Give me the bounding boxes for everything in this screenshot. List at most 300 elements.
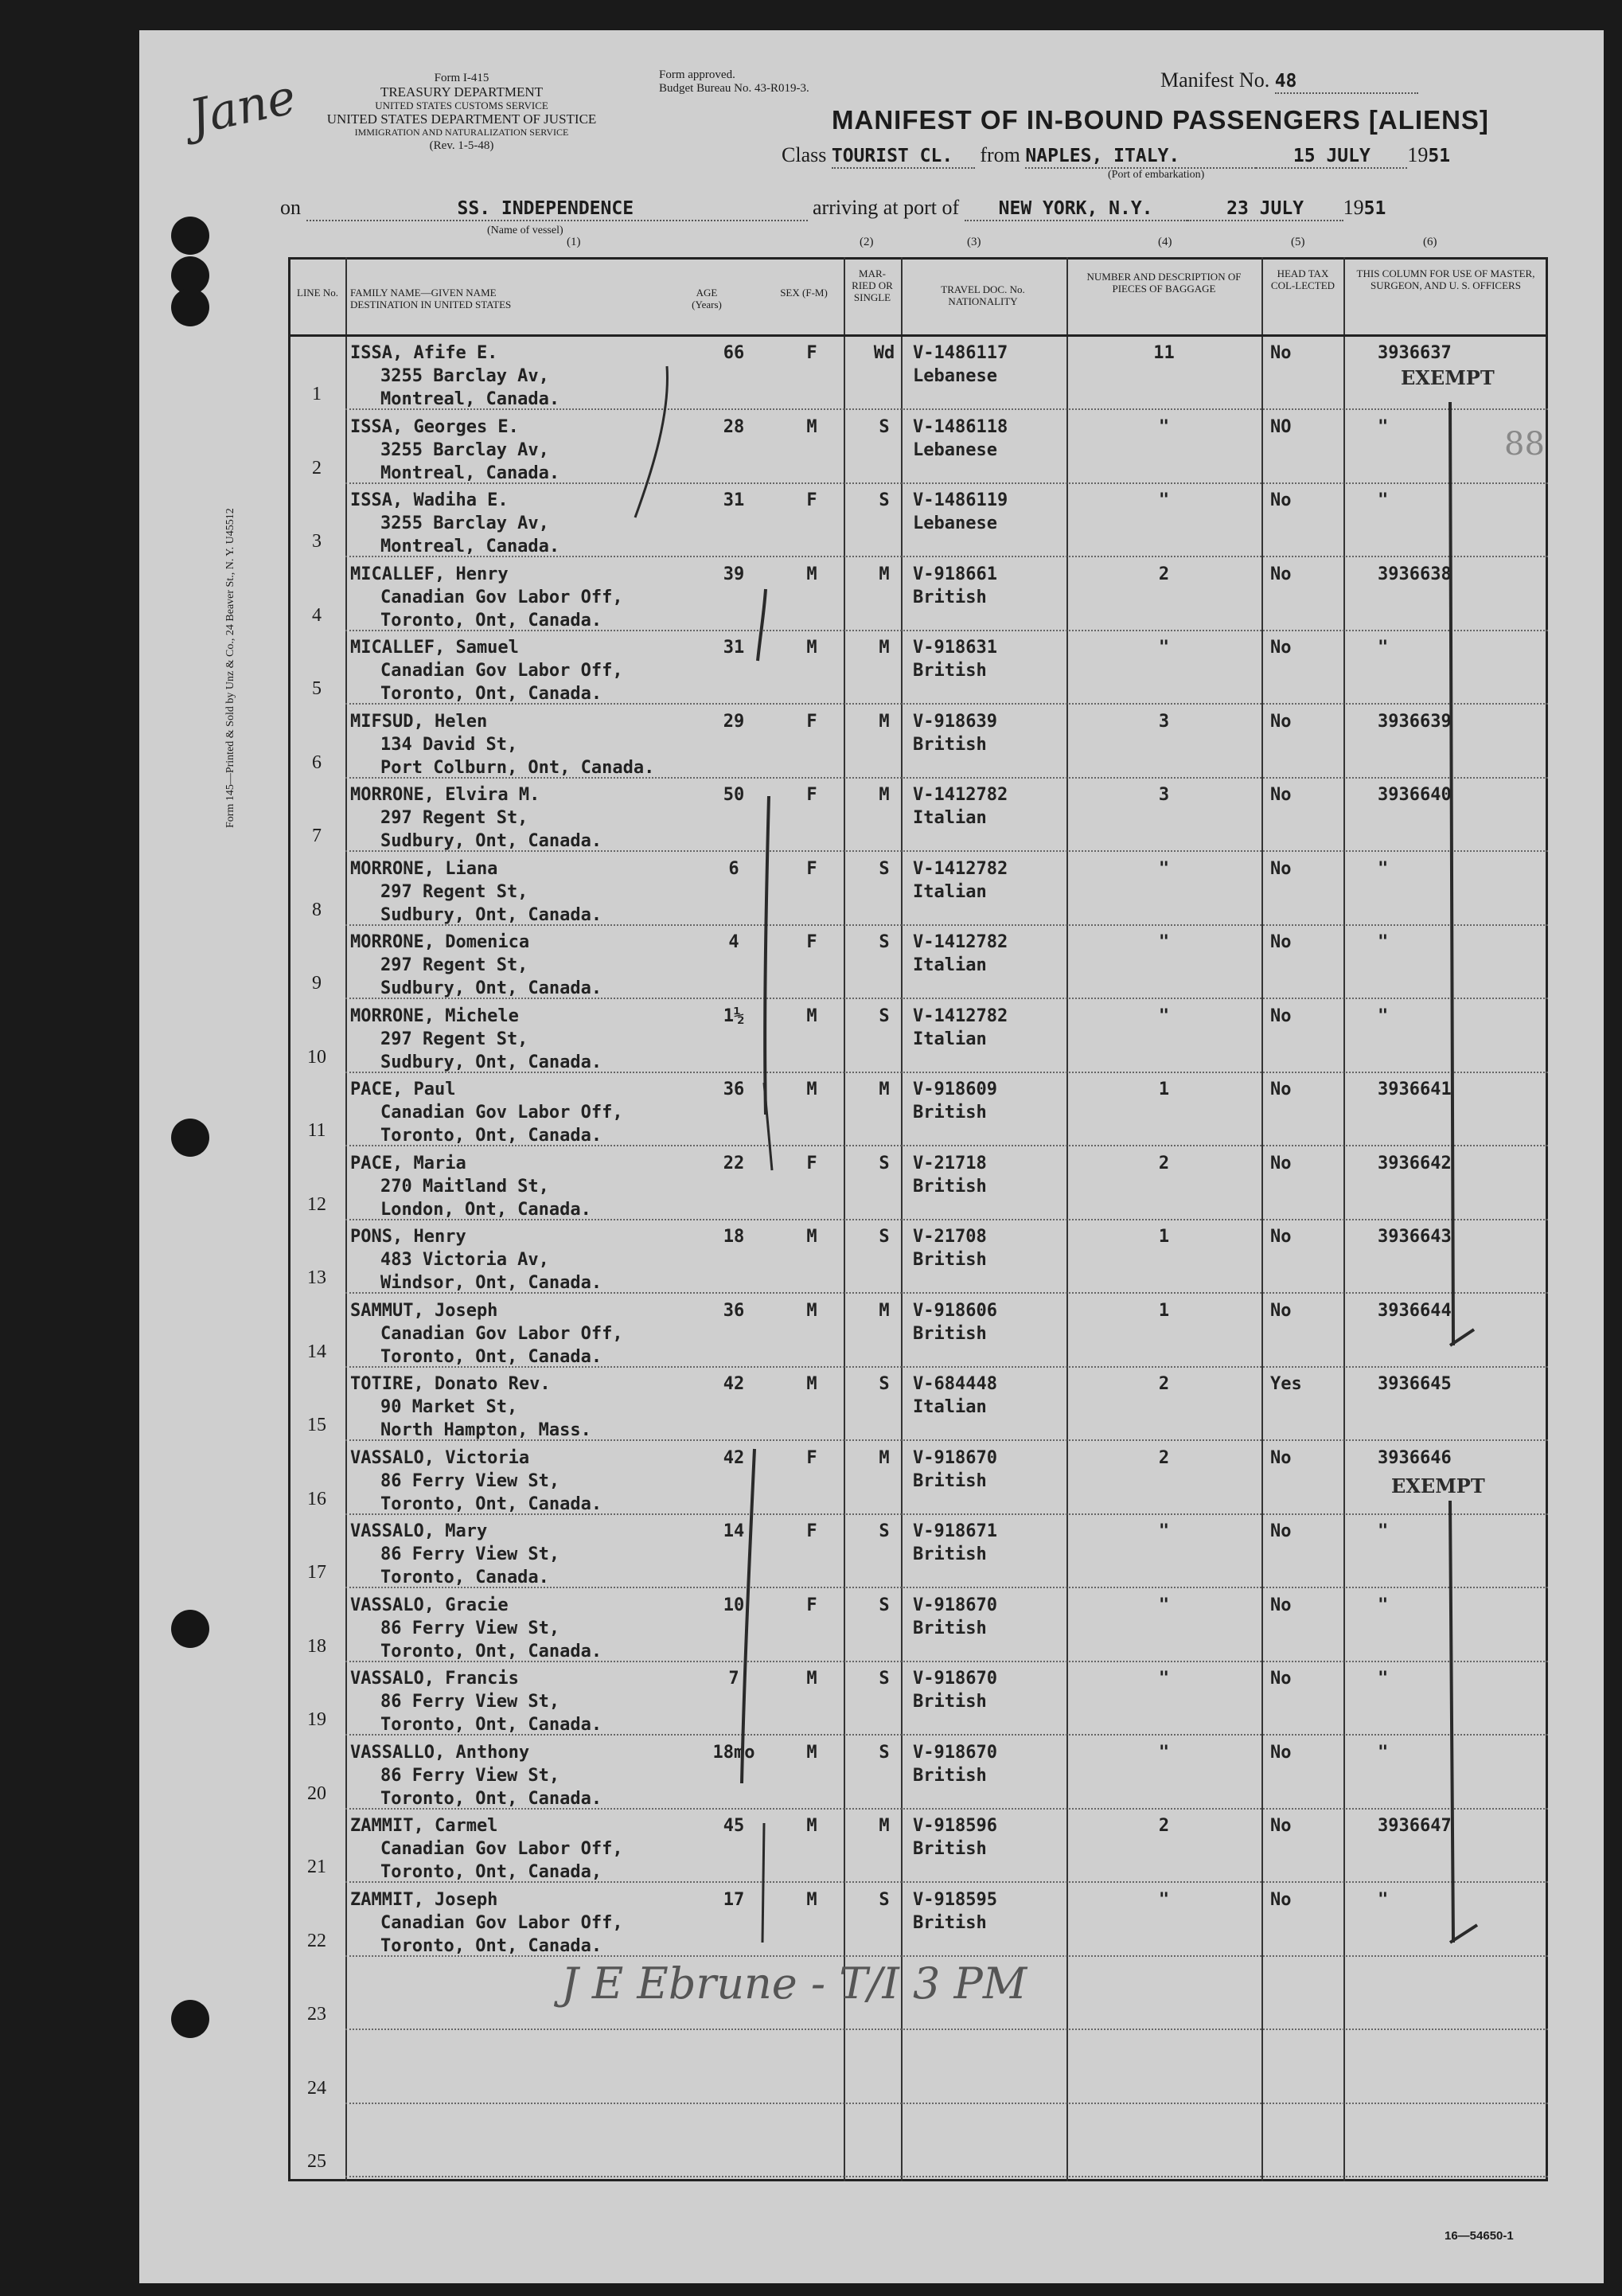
arrival-year: 51 [1363,198,1386,219]
column-number: (6) [1423,236,1437,248]
age: 45 [723,1816,745,1836]
officer-number: " [1378,1669,1389,1689]
passenger-name-cell [350,342,560,411]
passenger-name: MORRONE, Domenica [350,932,530,952]
baggage-count: " [1158,638,1170,658]
head-tax: No [1270,1816,1292,1836]
destination-street: 86 Ferry View St, [380,1618,560,1638]
passenger-name: VASSALO, Francis [350,1669,519,1689]
officer-signature: J E Ebrune - T/I 3 PM [561,1958,1027,2009]
line-number: 9 [312,973,322,994]
destination-city: Sudbury, Ont, Canada. [380,904,602,925]
manifest-number: 48 [1274,71,1297,92]
destination-city: Sudbury, Ont, Canada. [380,1052,602,1072]
travel-doc-number: V-918670 [913,1669,997,1689]
table-row [288,779,1548,852]
travel-doc-cell [913,1005,1008,1051]
baggage-count: " [1158,490,1170,510]
travel-doc-cell [913,563,997,609]
destination-street: 3255 Barclay Av, [380,366,549,386]
passenger-name: MICALLEF, Samuel [350,638,519,658]
head-tax: Yes [1270,1374,1302,1394]
travel-doc-number: V-1486118 [913,416,1008,437]
nationality: British [913,661,987,681]
binder-hole [171,288,209,326]
column-number: (5) [1291,236,1305,248]
officer-number: " [1378,490,1389,510]
destination-city: Toronto, Ont, Canada. [380,1715,602,1735]
arriving-label: arriving at port of [813,196,960,219]
sex: M [806,1227,817,1247]
embark-date: 15 JULY [1293,146,1371,166]
marital-status: S [879,1742,890,1763]
table-row [288,1515,1548,1588]
row-rule [345,2176,1548,2177]
age: 6 [728,858,739,879]
passenger-name-cell [350,489,560,558]
nationality: Lebanese [913,439,997,460]
margin-number: 88 [1504,426,1545,463]
col-head-age: AGE (Years) [692,287,722,310]
travel-doc-number: V-918670 [913,1742,997,1763]
marital-status: S [879,490,890,510]
sex: M [806,1005,817,1026]
line-number: 7 [312,826,322,846]
officer-number: " [1378,416,1389,437]
nationality: British [913,1250,987,1270]
officer-number: " [1378,1595,1389,1615]
passenger-name: ISSA, Wadiha E. [350,490,509,510]
binder-hole [171,1610,209,1648]
age: 50 [723,785,745,805]
marital-status: S [879,1227,890,1247]
destination-city: Port Colburn, Ont, Canada. [380,757,655,778]
destination-street: 86 Ferry View St, [380,1765,560,1786]
destination-street: Canadian Gov Labor Off, [380,1103,623,1123]
passenger-name-cell [350,783,602,853]
head-tax: No [1270,785,1292,805]
printer-imprint: Form 145—Printed & Sold by Unz & Co., 24 Beaver St., N. Y. U45512 [224,508,236,828]
destination-city: Toronto, Ont, Canada. [380,1641,602,1661]
sex: F [806,1447,817,1468]
passenger-name-cell [350,1225,602,1294]
age: 10 [723,1595,745,1615]
immigration-service: IMMIGRATION AND NATURALIZATION SERVICE [354,127,569,138]
passenger-name: MIFSUD, Helen [350,711,488,732]
line-number: 19 [307,1709,326,1730]
marital-status: M [879,785,890,805]
head-tax: No [1270,1005,1292,1026]
destination-city: Toronto, Ont, Canada, [380,1862,602,1882]
manifest-label: Manifest No. [1160,68,1270,92]
embark-year: 51 [1428,146,1451,166]
travel-doc-cell [913,1667,997,1713]
age: 29 [723,711,745,732]
manifest-number-line [1160,68,1418,94]
passenger-name-cell [350,1078,623,1147]
head-tax: No [1270,564,1292,584]
travel-doc-cell [913,1594,997,1640]
age: 42 [723,1447,745,1468]
sex: F [806,490,817,510]
destination-street: Canadian Gov Labor Off, [380,661,623,681]
passenger-name-cell [350,1005,602,1074]
marital-status: M [879,711,890,732]
destination-city: Toronto, Canada. [380,1568,549,1587]
vessel-line [280,196,1386,221]
nationality: British [913,1544,987,1564]
age: 28 [723,416,745,437]
sex: M [806,1889,817,1910]
line-number: 20 [307,1783,326,1804]
destination-city: Toronto, Ont, Canada. [380,1788,602,1809]
nationality: Italian [913,955,987,975]
destination-street: Canadian Gov Labor Off, [380,1839,623,1859]
age: 14 [723,1521,745,1541]
baggage-count: 1 [1158,1300,1170,1321]
passenger-name: TOTIRE, Donato Rev. [350,1374,551,1394]
table-row [288,484,1548,557]
officer-number: 3936646 [1378,1447,1452,1468]
nationality: Italian [913,808,987,828]
table-row [288,1294,1548,1368]
approval-block [659,68,809,96]
passenger-name: ISSA, Georges E. [350,416,519,437]
travel-doc-cell [913,1814,997,1861]
passenger-name-cell [350,1152,591,1221]
officer-number: 3936644 [1378,1300,1452,1321]
officer-number: 3936647 [1378,1816,1452,1836]
age: 39 [723,564,745,584]
destination-city: Montreal, Canada. [380,389,560,409]
destination-street: 297 Regent St, [380,881,528,902]
officer-number: " [1378,638,1389,658]
officer-number: 3936639 [1378,711,1452,732]
column-number: (2) [860,236,874,248]
marital-status: S [879,1889,890,1910]
table-row [288,705,1548,779]
destination-city: Sudbury, Ont, Canada. [380,978,602,998]
revision-date: (Rev. 1-5-48) [429,139,494,152]
travel-doc-cell [913,710,997,756]
binder-hole [171,217,209,255]
destination-city: North Hampton, Mass. [380,1420,591,1440]
nationality: British [913,1912,987,1933]
passenger-name-cell [350,1667,602,1736]
marital-status: S [879,1521,890,1541]
destination-city: Sudbury, Ont, Canada. [380,831,602,851]
line-number: 6 [312,752,322,773]
passenger-name: VASSALLO, Anthony [350,1742,530,1763]
travel-doc-cell [913,1299,997,1345]
baggage-count: 3 [1158,711,1170,732]
passenger-name: MORRONE, Michele [350,1005,519,1026]
travel-doc-cell [913,1373,997,1419]
sex: F [806,1521,817,1541]
line-number: 1 [312,384,322,404]
baggage-count: 2 [1158,1816,1170,1836]
col-head-officers: THIS COLUMN FOR USE OF MASTER, SURGEON, AND U. S. OFFICERS [1356,267,1535,291]
sex: M [806,1300,817,1321]
table-row [288,1220,1548,1294]
destination-street: 3255 Barclay Av, [380,439,549,460]
class-label: Class [782,143,827,166]
baggage-count: " [1158,1669,1170,1689]
form-number: Form I-415 [434,72,489,84]
travel-doc-number: V-918595 [913,1889,997,1910]
baggage-count: 2 [1158,1447,1170,1468]
destination-city: Toronto, Ont, Canada. [380,1126,602,1146]
passenger-name-cell [350,710,654,779]
table-row [288,1368,1548,1441]
passenger-name-cell [350,1299,623,1369]
destination-street: 134 David St, [380,734,518,755]
head-tax: No [1270,1889,1292,1910]
table-row [288,337,1548,410]
line-number: 8 [312,899,322,920]
destination-street: Canadian Gov Labor Off, [380,1323,623,1344]
officer-number: 3936640 [1378,785,1452,805]
age: 7 [728,1669,739,1689]
travel-doc-cell [913,1520,997,1566]
passenger-name-cell [350,416,560,485]
travel-doc-cell [913,489,1008,535]
line-number: 4 [312,604,322,626]
passenger-name: MORRONE, Liana [350,858,498,879]
travel-doc-cell [913,1741,997,1787]
passenger-name-cell [350,1373,591,1442]
col-head-name [350,287,557,310]
baggage-count: 11 [1153,343,1175,363]
year-prefix: 19 [1407,143,1429,166]
line-number: 18 [307,1635,326,1657]
officer-number: 3936643 [1378,1227,1452,1247]
passenger-name-cell [350,1741,602,1810]
passenger-name: VASSALO, Victoria [350,1447,530,1468]
baggage-count: 3 [1158,785,1170,805]
nationality: British [913,1176,987,1197]
sex: M [806,638,817,658]
officer-number: 3936637 [1378,343,1452,363]
nationality: Lebanese [913,366,997,386]
line-number: 13 [307,1267,326,1288]
head-tax: No [1270,1669,1292,1689]
marital-status: M [879,638,890,658]
sex: M [806,416,817,437]
sex: M [806,1816,817,1836]
passenger-name-cell [350,857,602,927]
destination-city: London, Ont, Canada. [380,1199,591,1220]
officer-number: " [1378,1889,1389,1910]
age: 42 [723,1374,745,1394]
sex: F [806,932,817,952]
marital-status: S [879,858,890,879]
nationality: British [913,734,987,755]
table-row [288,631,1548,705]
passenger-name-cell [350,1888,623,1958]
travel-doc-number: V-918661 [913,564,997,584]
line-number: 16 [307,1488,326,1509]
baggage-count: 2 [1158,1374,1170,1394]
table-row [288,926,1548,999]
sex: F [806,711,817,732]
travel-doc-number: V-1486117 [913,343,1008,363]
travel-doc-cell [913,1152,987,1198]
age: 1½ [723,1005,745,1026]
binder-hole [171,1119,209,1157]
marital-status: S [879,1374,890,1394]
col-head-baggage: NUMBER AND DESCRIPTION OF PIECES OF BAGGAGE [1086,271,1242,295]
destination-street: 297 Regent St, [380,808,528,828]
travel-doc-cell [913,342,1008,388]
officer-number: 3936645 [1378,1374,1452,1394]
destination-street: Canadian Gov Labor Off, [380,1912,623,1933]
baggage-count: 2 [1158,564,1170,584]
travel-doc-cell [913,1078,997,1124]
baggage-count: " [1158,858,1170,879]
nationality: British [913,587,987,607]
nationality: Italian [913,1397,987,1417]
officer-number: 3936641 [1378,1080,1452,1099]
head-tax: NO [1270,416,1292,437]
travel-doc-number: V-1412782 [913,1005,1008,1026]
baggage-count: " [1158,1889,1170,1910]
destination-street: 86 Ferry View St, [380,1470,560,1491]
baggage-count: " [1158,1595,1170,1615]
marital-status: S [879,1669,890,1689]
table-row [288,1736,1548,1810]
sex: M [806,1742,817,1763]
destination-city: Toronto, Ont, Canada. [380,1494,602,1514]
vessel-caption: (Name of vessel) [487,225,563,236]
head-tax: No [1270,1227,1292,1247]
head-tax: No [1270,1080,1292,1099]
passenger-name-cell [350,1594,602,1663]
baggage-count: 1 [1158,1080,1170,1099]
officer-number: 3936638 [1378,564,1452,584]
line-number: 14 [307,1341,326,1362]
age: 31 [723,490,745,510]
line-number: 17 [307,1562,326,1583]
line-number: 11 [307,1120,326,1141]
head-tax: No [1270,932,1292,952]
age: 18mo [712,1742,755,1763]
destination-street: 86 Ferry View St, [380,1692,560,1712]
sex: M [806,1669,817,1689]
on-label: on [280,196,301,219]
table-row [288,1884,1548,1957]
form-approved: Form approved. [659,68,735,81]
line-number: 23 [307,2004,326,2025]
travel-doc-cell [913,1225,987,1271]
table-row [288,1589,1548,1662]
passenger-name: PACE, Paul [350,1080,456,1099]
officer-number: " [1378,1005,1389,1026]
issuing-agencies [271,72,653,153]
destination-street: 86 Ferry View St, [380,1544,560,1564]
travel-doc-number: V-21708 [913,1227,987,1247]
marital-status: M [879,564,890,584]
class-line [782,143,1450,169]
customs-service: UNITED STATES CUSTOMS SERVICE [375,100,548,111]
passenger-name: PONS, Henry [350,1227,466,1247]
passenger-name-cell [350,563,623,632]
nationality: Italian [913,1029,987,1049]
sex: F [806,785,817,805]
marital-status: S [879,416,890,437]
nationality: British [913,1323,987,1344]
destination-city: Toronto, Ont, Canada. [380,1935,602,1956]
port-caption: (Port of embarkation) [1108,169,1205,181]
vessel-name: SS. INDEPENDENCE [457,198,634,219]
justice-dept: UNITED STATES DEPARTMENT OF JUSTICE [326,111,597,127]
marital-status: S [879,1005,890,1026]
baggage-count: 1 [1158,1227,1170,1247]
head-tax: No [1270,858,1292,879]
travel-doc-number: V-1412782 [913,785,1008,805]
table-row [288,1810,1548,1883]
table-row [288,2031,1548,2104]
head-tax: No [1270,711,1292,732]
budget-bureau: Budget Bureau No. 43-R019-3. [659,82,809,95]
head-tax: No [1270,490,1292,510]
nationality: British [913,1765,987,1786]
manifest-title: MANIFEST OF IN-BOUND PASSENGERS [ALIENS] [832,105,1489,135]
marital-status: M [879,1080,890,1099]
col-head-travel-doc: TRAVEL DOC. No. NATIONALITY [941,283,1025,307]
col-head-line: LINE No. [297,287,338,299]
col-head-name-1: FAMILY NAME—GIVEN NAME [350,287,497,299]
nationality: British [913,1470,987,1491]
passenger-name: ZAMMIT, Carmel [350,1816,498,1836]
destination-street: Canadian Gov Labor Off, [380,587,623,607]
corner-handwriting: Jane [185,68,301,146]
passenger-name: ZAMMIT, Joseph [350,1889,498,1910]
travel-doc-cell [913,636,997,682]
line-number: 15 [307,1415,326,1435]
column-number: (4) [1158,236,1172,248]
table-row [288,411,1548,484]
col-head-marital: MAR-RIED OR SINGLE [852,267,893,303]
head-tax: No [1270,1521,1292,1541]
marital-status: S [879,1153,890,1173]
head-tax: No [1270,343,1292,363]
arrival-date: 23 JULY [1226,198,1304,219]
sex: M [806,1374,817,1394]
baggage-count: " [1158,1521,1170,1541]
travel-doc-number: V-918670 [913,1595,997,1615]
destination-city: Montreal, Canada. [380,537,560,556]
column-number: (3) [967,236,981,248]
passenger-name-cell [350,1447,602,1516]
destination-city: Toronto, Ont, Canada. [380,684,602,704]
nationality: Italian [913,881,987,902]
sex: F [806,858,817,879]
passenger-name: VASSALO, Mary [350,1521,488,1541]
sex: M [806,1080,817,1099]
marital-status: M [879,1816,890,1836]
travel-doc-number: V-918639 [913,711,997,732]
sex: F [806,1595,817,1615]
destination-street: 90 Market St, [380,1397,518,1417]
line-number: 10 [307,1046,326,1068]
baggage-count: 2 [1158,1153,1170,1173]
col-head-sex: SEX (F-M) [780,287,828,299]
officer-number: 3936642 [1378,1153,1452,1173]
nationality: British [913,1839,987,1859]
destination-street: 270 Maitland St, [380,1176,549,1197]
travel-doc-number: V-918670 [913,1447,997,1468]
